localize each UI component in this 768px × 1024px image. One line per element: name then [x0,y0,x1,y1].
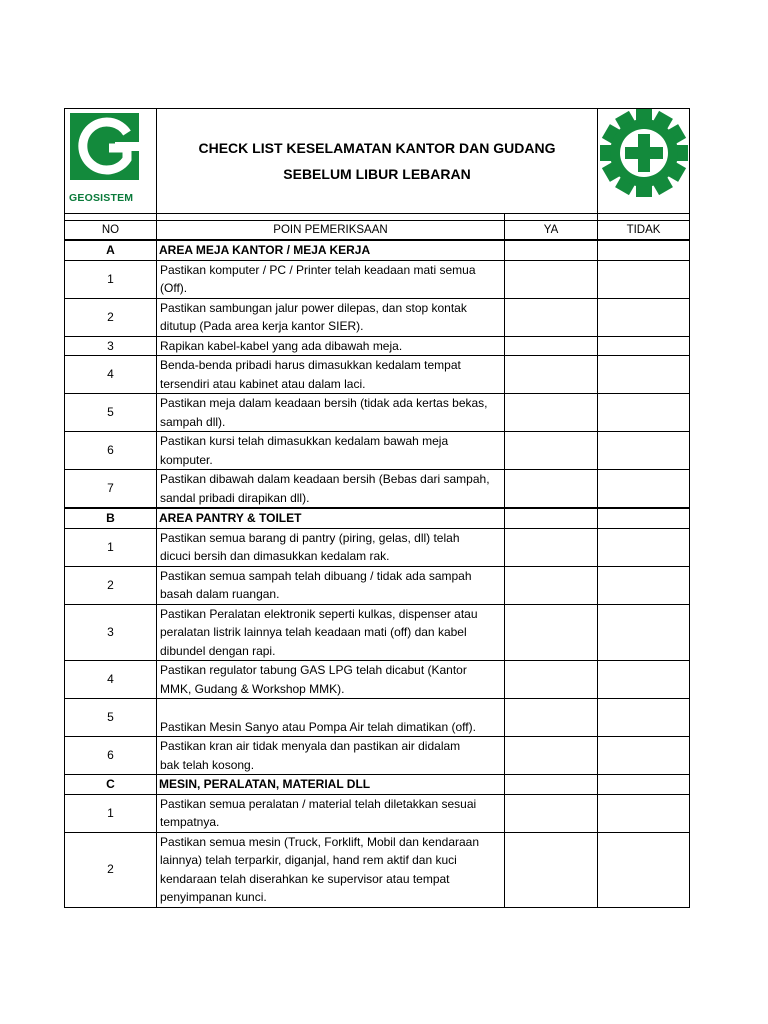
checklist-table [64,108,690,908]
item-description-line: Pastikan Mesin Sanyo atau Pompa Air telah dimatikan (off). [160,719,476,734]
checklist-item-row [65,432,690,470]
column-header-row [65,220,690,240]
checklist-item-row [65,260,690,298]
item-number: 1 [65,528,157,566]
tidak-check-cell[interactable] [598,661,690,699]
section-ya-cell [505,775,598,795]
item-description [157,394,505,432]
section-title: MESIN, PERALATAN, MATERIAL DLL [157,775,505,795]
checklist-item-row [65,604,690,661]
tidak-check-cell[interactable] [598,336,690,356]
item-number: 6 [65,737,157,775]
item-description-line: komputer. [160,452,213,467]
item-number: 4 [65,661,157,699]
item-number: 2 [65,298,157,336]
tidak-check-cell[interactable] [598,298,690,336]
item-number: 3 [65,336,157,356]
tidak-check-cell[interactable] [598,470,690,509]
item-description [157,432,505,470]
ya-check-cell[interactable] [505,566,598,604]
tidak-check-cell[interactable] [598,832,690,907]
ya-check-cell[interactable] [505,661,598,699]
ya-check-cell[interactable] [505,298,598,336]
item-description-line: Pastikan regulator tabung GAS LPG telah dicabut (Kantor [160,663,467,677]
section-title: AREA MEJA KANTOR / MEJA KERJA [157,240,505,260]
tidak-check-cell[interactable] [598,356,690,394]
item-description [157,528,505,566]
ya-check-cell[interactable] [505,699,598,737]
logo-text: GEOSISTEM [69,192,134,204]
item-description-line: sampah dll). [160,414,226,429]
checklist-item-row [65,528,690,566]
section-code: A [65,240,157,260]
section-tidak-cell [598,775,690,795]
item-description-line: (Off). [160,281,188,295]
item-description-line: ditutup (Pada area kerja kantor SIER). [160,319,364,333]
item-description [157,661,505,699]
checklist-item-row [65,832,690,907]
item-description-line: dicuci bersih dan dimasukkan kedalam rak. [160,549,390,563]
page-subtitle: SEBELUM LIBUR LEBARAN [283,165,471,182]
title-cell [157,109,598,214]
item-description-line: dibundel dengan rapi. [160,643,276,658]
k3-logo-cell [598,109,690,214]
tidak-check-cell[interactable] [598,394,690,432]
item-description-line: peralatan listrik lainnya telah keadaan mati (off) dan kabel [160,625,467,639]
item-number: 3 [65,604,157,661]
item-number: 1 [65,260,157,298]
checklist-item-row [65,699,690,737]
item-number: 7 [65,470,157,509]
item-description [157,699,505,737]
ya-check-cell[interactable] [505,260,598,298]
geosistem-logo [65,109,157,207]
ya-check-cell[interactable] [505,832,598,907]
checklist-item-row [65,737,690,775]
item-description-line: Pastikan semua peralatan / material telah diletakkan sesuai [160,796,477,811]
page-title: CHECK LIST KESELAMATAN KANTOR DAN GUDANG [198,139,556,156]
tidak-check-cell[interactable] [598,699,690,737]
tidak-check-cell[interactable] [598,432,690,470]
item-description-line: Pastikan semua sampah telah dibuang / tidak ada sampah [160,568,472,583]
item-description-line: MMK, Gudang & Workshop MMK). [160,681,345,696]
item-description-line: Pastikan sambungan jalur power dilepas, dan stop kontak [160,300,467,315]
item-description [157,832,505,907]
ya-check-cell[interactable] [505,794,598,832]
checklist-item-row [65,566,690,604]
tidak-check-cell[interactable] [598,604,690,661]
col-header-tidak: TIDAK [598,220,690,240]
section-ya-cell [505,508,598,528]
checklist-item-row [65,394,690,432]
item-description-line: basah dalam ruangan. [160,587,280,601]
section-row [65,508,690,528]
section-code: B [65,508,157,528]
safety-gear-cross-icon [598,109,690,207]
item-description-line: Benda-benda pribadi harus dimasukkan kedalam tempat [160,358,461,372]
item-description-line: Pastikan komputer / PC / Printer telah keadaan mati semua [160,262,476,277]
item-number: 5 [65,699,157,737]
ya-check-cell[interactable] [505,394,598,432]
geosistem-logo-icon [65,109,157,189]
col-header-poin: POIN PEMERIKSAAN [157,220,505,240]
item-description [157,470,505,509]
item-description [157,604,505,661]
checklist-item-row [65,470,690,509]
item-description-line: Pastikan semua barang di pantry (piring, gelas, dll) telah [160,530,460,545]
item-number: 4 [65,356,157,394]
item-description [157,566,505,604]
item-description [157,298,505,336]
item-description [157,356,505,394]
item-description-line: tempatnya. [160,815,220,829]
item-description-line: sandal pribadi dirapikan dll). [160,490,310,505]
tidak-check-cell[interactable] [598,794,690,832]
item-description [157,737,505,775]
item-description-line: Rapikan kabel-kabel yang ada dibawah meja. [160,338,403,353]
section-row [65,775,690,795]
tidak-check-cell[interactable] [598,566,690,604]
ya-check-cell[interactable] [505,737,598,775]
header-row [65,109,690,214]
section-code: C [65,775,157,795]
tidak-check-cell[interactable] [598,528,690,566]
item-description-line: Pastikan kran air tidak menyala dan pastikan air didalam [160,739,461,753]
checklist-item-row [65,356,690,394]
item-number: 2 [65,832,157,907]
item-description [157,260,505,298]
item-description-line: Pastikan Peralatan elektronik seperti kulkas, dispenser atau [160,606,478,621]
section-tidak-cell [598,508,690,528]
item-description-line: Pastikan meja dalam keadaan bersih (tidak ada kertas bekas, [160,396,488,410]
spacer-row [65,213,690,220]
col-header-no: NO [65,220,157,240]
section-title: AREA PANTRY & TOILET [157,508,505,528]
item-description-line [160,699,502,718]
item-description-line: penyimpanan kunci. [160,890,267,904]
item-number: 5 [65,394,157,432]
item-number: 6 [65,432,157,470]
checklist-item-row [65,661,690,699]
ya-check-cell[interactable] [505,604,598,661]
checklist-item-row [65,336,690,356]
item-description [157,794,505,832]
item-description [157,336,505,356]
item-description-line: kendaraan telah diserahkan ke supervisor atau tempat [160,871,450,886]
item-number: 2 [65,566,157,604]
ya-check-cell[interactable] [505,336,598,356]
logo-cell [65,109,157,214]
tidak-check-cell[interactable] [598,737,690,775]
ya-check-cell[interactable] [505,356,598,394]
item-description-line: Pastikan semua mesin (Truck, Forklift, Mobil dan kendaraan [160,834,480,849]
col-header-ya: YA [505,220,598,240]
ya-check-cell[interactable] [505,470,598,509]
item-description-line: tersendiri atau kabinet atau dalam laci. [160,376,366,391]
ya-check-cell[interactable] [505,432,598,470]
section-row [65,240,690,260]
item-description-line: lainnya) telah terparkir, diganjal, hand rem aktif dan kuci [160,853,457,867]
checklist-sheet [64,108,689,908]
item-number: 1 [65,794,157,832]
ya-check-cell[interactable] [505,528,598,566]
tidak-check-cell[interactable] [598,260,690,298]
item-description-line: Pastikan dibawah dalam keadaan bersih (Bebas dari sampah, [160,472,490,486]
item-description-line: Pastikan kursi telah dimasukkan kedalam bawah meja [160,434,449,448]
section-tidak-cell [598,240,690,260]
item-description-line: bak telah kosong. [160,757,255,772]
checklist-item-row [65,794,690,832]
section-ya-cell [505,240,598,260]
checklist-item-row [65,298,690,336]
